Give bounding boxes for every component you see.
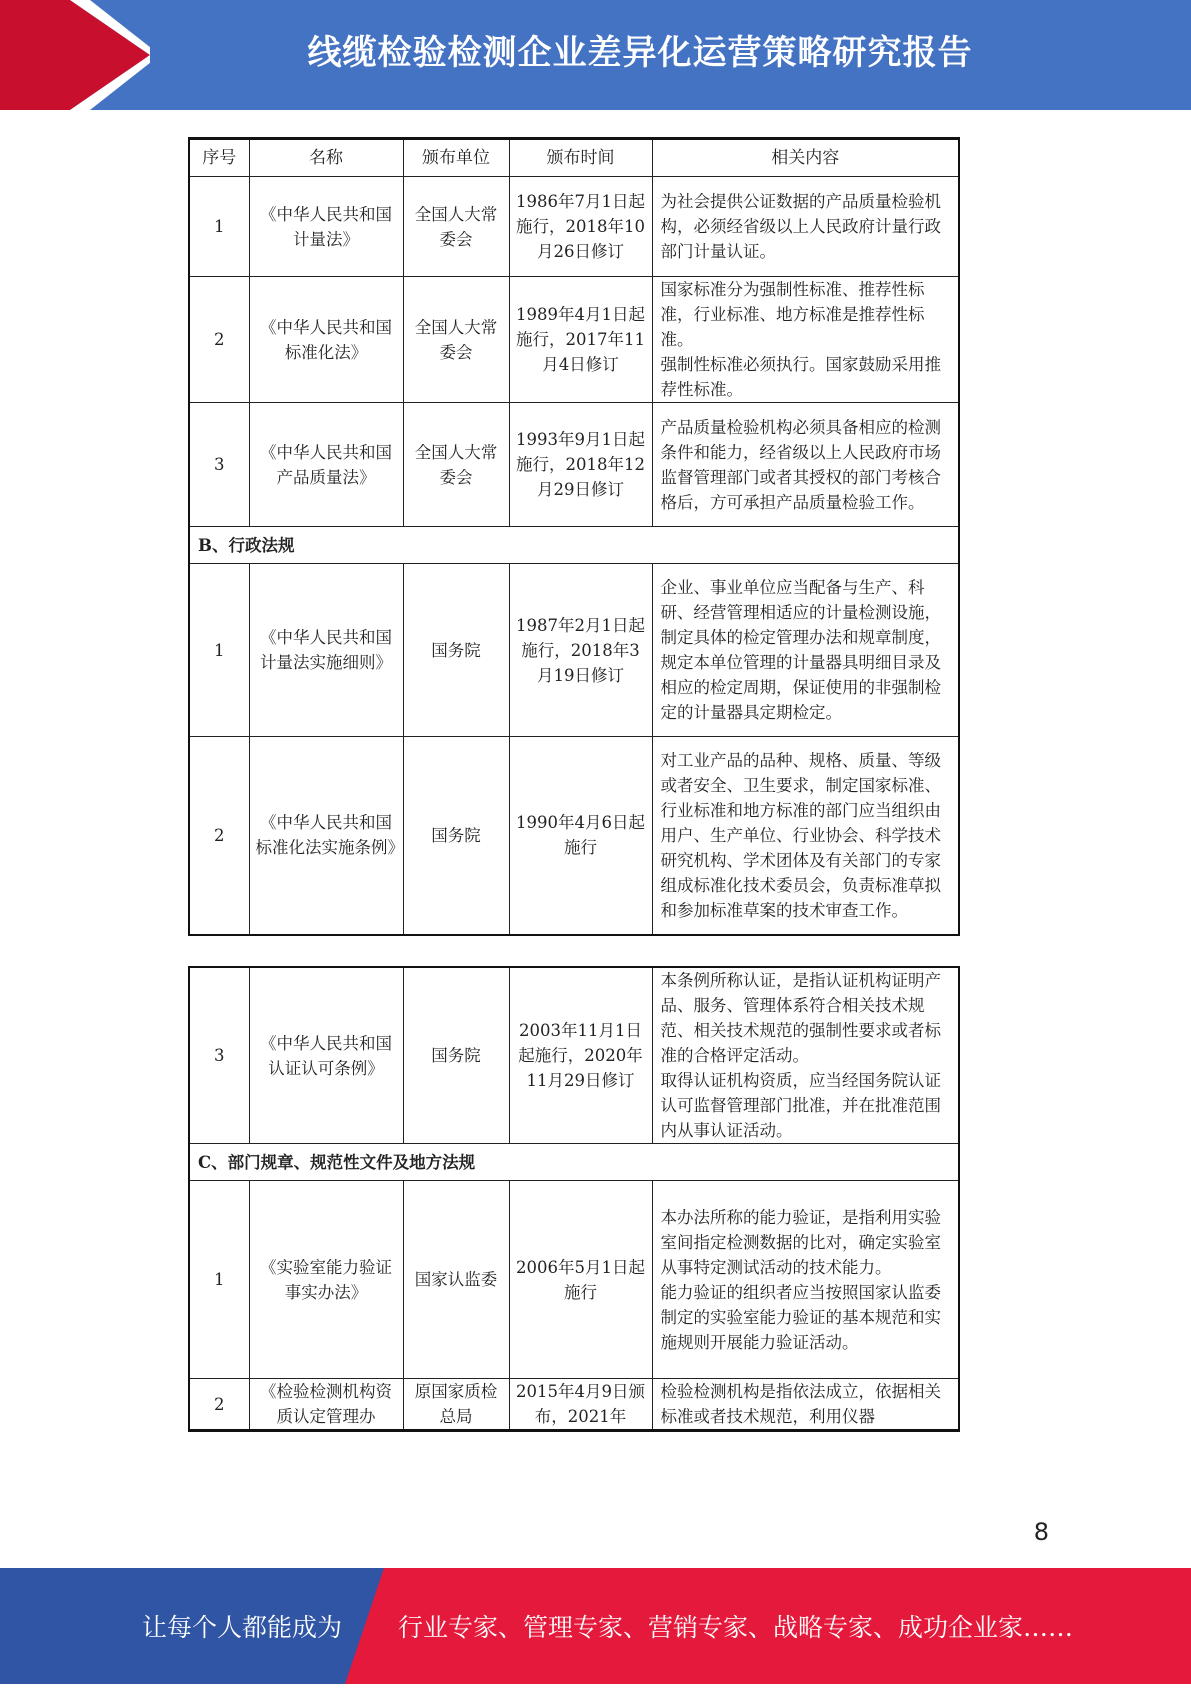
cell-date: 1993年9月1日起施行，2018年12月29日修订 (509, 403, 652, 527)
cell-date: 2006年5月1日起施行 (509, 1181, 652, 1379)
table-row (189, 1379, 959, 1431)
section-c-heading: C、部门规章、规范性文件及地方法规 (189, 1144, 959, 1181)
cell-no: 3 (189, 967, 249, 1144)
header-no: 序号 (189, 139, 249, 177)
table-row (189, 177, 959, 277)
cell-content: 对工业产品的品种、规格、质量、等级或者安全、卫生要求，制定国家标准、行业标准和地方标准的部门应当组织由用户、生产单位、行业协会、科学技术研究机构、学术团体及有关部门的专家组成标准化技术委员会，负责标准草拟和参加标准草案的技术审查工作。 (652, 737, 959, 935)
footer-banner (0, 1568, 1191, 1684)
header-red-arrow-decoration (0, 0, 150, 110)
cell-date: 1986年7月1日起施行，2018年10月26日修订 (509, 177, 652, 277)
cell-name: 《检验检测机构资质认定管理办 (249, 1379, 403, 1431)
cell-content: 检验检测机构是指依法成立，依据相关标准或者技术规范，利用仪器 (652, 1379, 959, 1431)
cell-name: 《实验室能力验证事实办法》 (249, 1181, 403, 1379)
header-issuer: 颁布单位 (403, 139, 509, 177)
cell-issuer: 国务院 (403, 564, 509, 737)
report-title: 线缆检验检测企业差异化运营策略研究报告 (307, 33, 973, 73)
header-content: 相关内容 (652, 139, 959, 177)
section-b-heading: B、行政法规 (189, 527, 959, 564)
table-row (189, 277, 959, 403)
table-row (189, 967, 959, 1144)
cell-issuer: 全国人大常委会 (403, 277, 509, 403)
cell-date: 1987年2月1日起施行，2018年3月19日修订 (509, 564, 652, 737)
cell-content: 企业、事业单位应当配备与生产、科研、经营管理相适应的计量检测设施，制定具体的检定管理办法和规章制度，规定本单位管理的计量器具明细目录及相应的检定周期，保证使用的非强制检定的计量器具定期检定。 (652, 564, 959, 737)
cell-no: 1 (189, 1181, 249, 1379)
regulations-table-part1 (188, 137, 960, 936)
cell-no: 1 (189, 564, 249, 737)
cell-no: 2 (189, 277, 249, 403)
header-name: 名称 (249, 139, 403, 177)
cell-content: 国家标准分为强制性标准、推荐性标准，行业标准、地方标准是推荐性标准。 强制性标准必须执行。国家鼓励采用推荐性标准。 (652, 277, 959, 403)
footer-slogan-left: 让每个人都能成为 (142, 1613, 343, 1642)
cell-date: 1989年4月1日起施行，2017年11月4日修订 (509, 277, 652, 403)
table-header-row (189, 139, 959, 177)
table-row (189, 1181, 959, 1379)
cell-no: 3 (189, 403, 249, 527)
section-row (189, 527, 959, 564)
cell-content: 为社会提供公证数据的产品质量检验机构，必须经省级以上人民政府计量行政部门计量认证。 (652, 177, 959, 277)
cell-content: 本条例所称认证，是指认证机构证明产品、服务、管理体系符合相关技术规范、相关技术规范的强制性要求或者标准的合格评定活动。 取得认证机构资质，应当经国务院认证认可监督管理部门批准，并在批准范围内从事认证活动。 (652, 967, 959, 1144)
cell-no: 2 (189, 1379, 249, 1431)
header-date: 颁布时间 (509, 139, 652, 177)
cell-name: 《中华人民共和国认证认可条例》 (249, 967, 403, 1144)
cell-no: 1 (189, 177, 249, 277)
table-row (189, 737, 959, 935)
cell-date: 1990年4月6日起施行 (509, 737, 652, 935)
cell-issuer: 全国人大常委会 (403, 177, 509, 277)
cell-date: 2003年11月1日起施行，2020年11月29日修订 (509, 967, 652, 1144)
cell-no: 2 (189, 737, 249, 935)
cell-name: 《中华人民共和国计量法》 (249, 177, 403, 277)
table-row (189, 403, 959, 527)
cell-date: 2015年4月9日颁布，2021年 (509, 1379, 652, 1431)
footer-slogan-right: 行业专家、管理专家、营销专家、战略专家、成功企业家…… (398, 1613, 1074, 1642)
table-row (189, 564, 959, 737)
cell-issuer: 国务院 (403, 737, 509, 935)
cell-content: 本办法所称的能力验证，是指利用实验室间指定检测数据的比对，确定实验室从事特定测试活动的技术能力。 能力验证的组织者应当按照国家认监委制定的实验室能力验证的基本规范和实施规则开展能力验证活动。 (652, 1181, 959, 1379)
page-number: 8 (1033, 1518, 1049, 1546)
regulations-table-part2 (188, 966, 960, 1432)
section-row (189, 1144, 959, 1181)
header-banner (0, 0, 1191, 110)
cell-content: 产品质量检验机构必须具备相应的检测条件和能力，经省级以上人民政府市场监督管理部门或者其授权的部门考核合格后，方可承担产品质量检验工作。 (652, 403, 959, 527)
cell-name: 《中华人民共和国标准化法实施条例》 (249, 737, 403, 935)
cell-name: 《中华人民共和国标准化法》 (249, 277, 403, 403)
cell-name: 《中华人民共和国产品质量法》 (249, 403, 403, 527)
cell-issuer: 国务院 (403, 967, 509, 1144)
cell-issuer: 全国人大常委会 (403, 403, 509, 527)
cell-name: 《中华人民共和国计量法实施细则》 (249, 564, 403, 737)
cell-issuer: 原国家质检总局 (403, 1379, 509, 1431)
cell-issuer: 国家认监委 (403, 1181, 509, 1379)
